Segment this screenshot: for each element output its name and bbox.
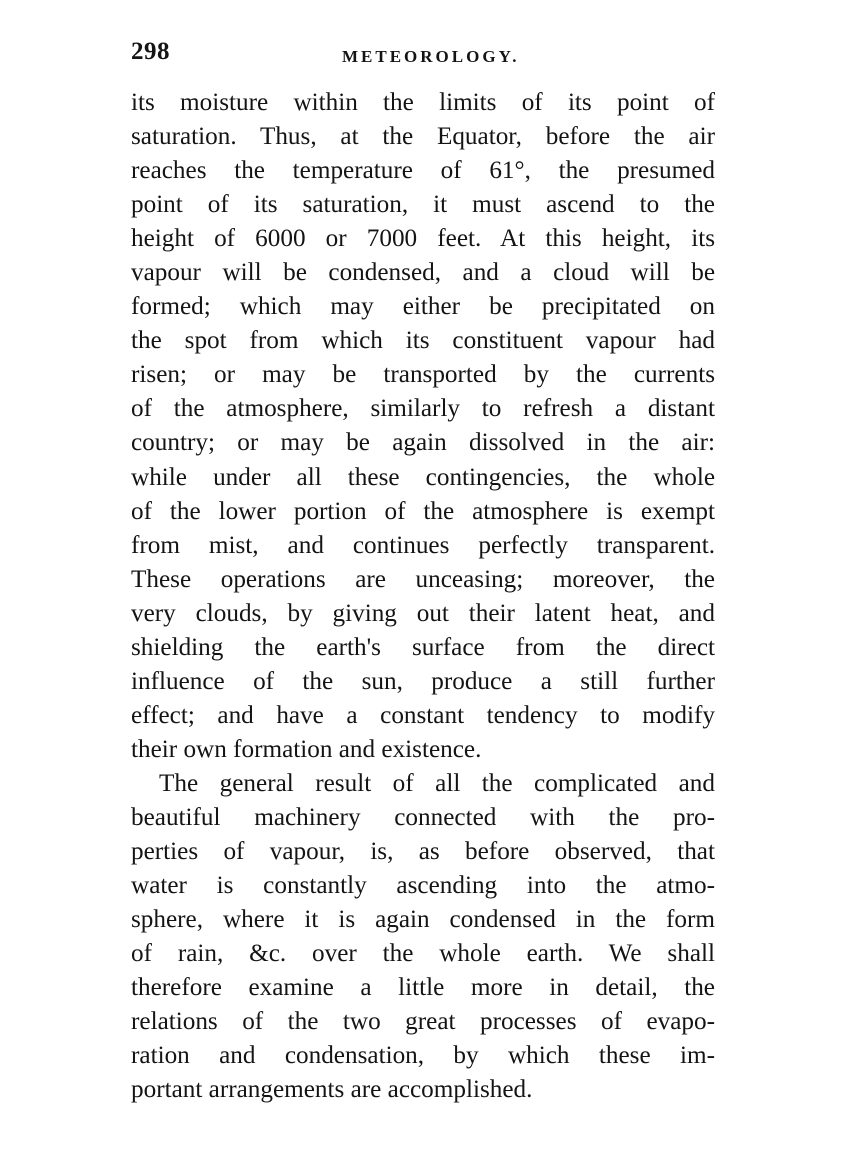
text-line: while under all these contingencies, the whole xyxy=(131,463,715,491)
text-line: vapour will be condensed, and a cloud will be xyxy=(131,259,715,287)
text-line: their own formation and existence. xyxy=(131,735,482,763)
text-line: country; or may be again dissolved in the air: xyxy=(131,429,715,457)
text-line: ration and condensation, by which these im- xyxy=(131,1042,715,1070)
text-line: sphere, where it is again condensed in the form xyxy=(131,906,715,934)
text-line: These operations are unceasing; moreover, the xyxy=(131,565,715,593)
page-number: 298 xyxy=(131,38,170,65)
text-line: relations of the two great processes of evapo- xyxy=(131,1008,715,1036)
text-line: risen; or may be transported by the currents xyxy=(131,361,715,389)
text-line: perties of vapour, is, as before observed, that xyxy=(131,838,715,866)
paragraph-1 xyxy=(131,86,715,767)
text-line: of the lower portion of the atmosphere is exempt xyxy=(131,497,715,525)
body-text xyxy=(131,86,715,1107)
text-line: water is constantly ascending into the atmo- xyxy=(131,872,715,900)
text-line: saturation. Thus, at the Equator, before the air xyxy=(131,123,715,151)
running-header xyxy=(131,38,715,78)
text-line: from mist, and continues perfectly transparent. xyxy=(131,531,715,559)
text-line: reaches the temperature of 61°, the presumed xyxy=(131,157,715,185)
text-line: its moisture within the limits of its point of xyxy=(131,89,715,116)
text-line: point of its saturation, it must ascend to the xyxy=(131,191,715,219)
text-line: of the atmosphere, similarly to refresh a distant xyxy=(131,395,715,423)
text-line: effect; and have a constant tendency to modify xyxy=(131,701,715,729)
text-line: of rain, &c. over the whole earth. We shall xyxy=(131,940,715,968)
text-line: shielding the earth's surface from the direct xyxy=(131,633,715,661)
text-line: formed; which may either be precipitated on xyxy=(131,293,715,321)
text-line: height of 6000 or 7000 feet. At this height, its xyxy=(131,225,715,253)
text-line: the spot from which its constituent vapour had xyxy=(131,327,715,355)
text-line: very clouds, by giving out their latent heat, and xyxy=(131,599,715,627)
text-line: The general result of all the complicated and xyxy=(159,769,715,797)
running-title: METEOROLOGY. xyxy=(342,47,520,66)
text-line: portant arrangements are accomplished. xyxy=(131,1076,533,1104)
text-line: therefore examine a little more in detail, the xyxy=(131,974,715,1002)
text-line: influence of the sun, produce a still further xyxy=(131,667,715,695)
paragraph-2 xyxy=(131,767,715,1107)
text-line: beautiful machinery connected with the pro- xyxy=(131,803,715,831)
